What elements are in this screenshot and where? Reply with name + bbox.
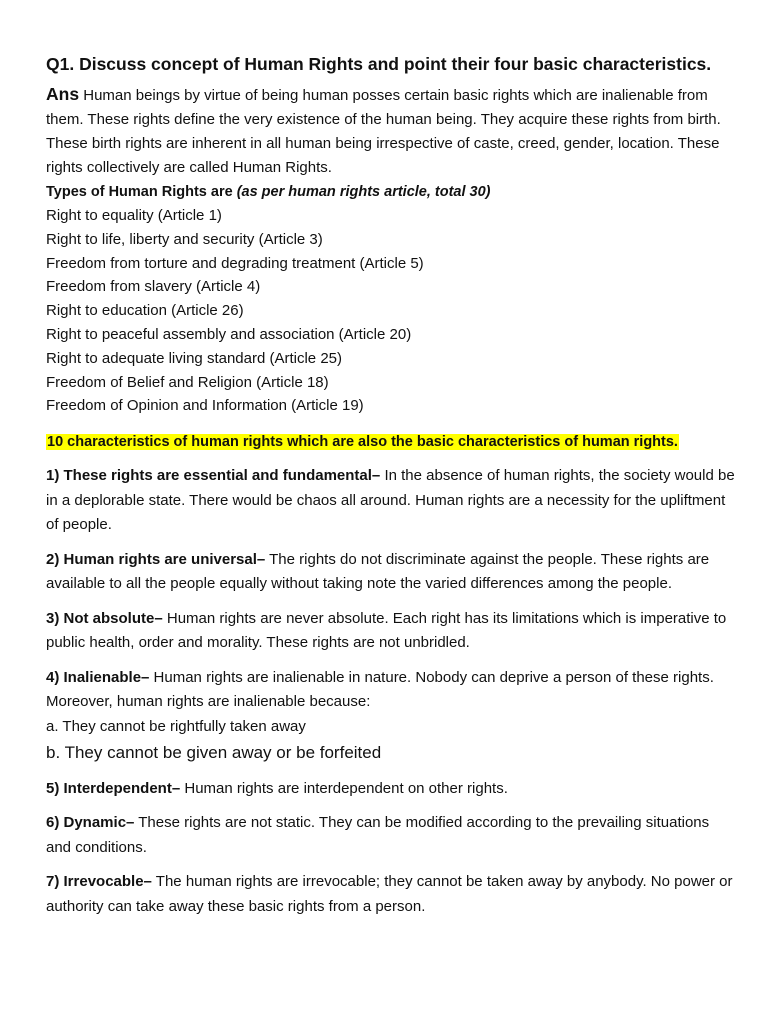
characteristic-text: Human rights are interdependent on other rights.: [180, 779, 508, 797]
characteristic-1: [46, 464, 736, 538]
characteristic-5: [46, 777, 736, 802]
characteristic-text: In the absence of human rights, the society would be in a deplorable state. There would be chaos all around. Human rights are a necessity for the upliftment of people.: [46, 467, 735, 534]
list-item: Right to adequate living standard (Article 25): [46, 349, 343, 367]
rights-list: [46, 204, 736, 418]
inalienable-reason-a: a. They cannot be rightfully taken away: [46, 717, 306, 735]
characteristic-2: [46, 548, 736, 597]
characteristic-title: 4) Inalienable–: [46, 668, 150, 686]
characteristic-text: The rights do not discriminate against the people. These rights are available to all the people equally without taking note the varied differences among the people.: [46, 550, 710, 593]
characteristic-text: Human rights are inalienable in nature. Nobody can deprive a person of these rights. Moreover, human rights are inalienable because:: [46, 668, 714, 711]
list-item: Freedom from torture and degrading treatment (Article 5): [46, 254, 424, 272]
document-content: [46, 52, 736, 919]
list-item: Freedom of Opinion and Information (Article 19): [46, 397, 364, 415]
list-item: Freedom of Belief and Religion (Article 18): [46, 373, 329, 391]
characteristic-title: 1) These rights are essential and fundamental–: [46, 467, 381, 485]
characteristic-6: [46, 811, 736, 860]
list-item: Right to life, liberty and security (Article 3): [46, 230, 323, 248]
characteristic-7: [46, 870, 736, 919]
types-heading: [46, 180, 736, 204]
characteristic-title: 7) Irrevocable–: [46, 873, 152, 891]
characteristic-4: [46, 666, 736, 715]
answer-label: Ans: [46, 84, 80, 104]
characteristic-title: 3) Not absolute–: [46, 609, 163, 627]
characteristic-title: 5) Interdependent–: [46, 779, 181, 797]
inalienable-reason-b: b. They cannot be given away or be forfeited: [46, 742, 382, 762]
characteristic-text: Human rights are never absolute. Each right has its limitations which is imperative to public health, order and morality. These rights are not unbridled.: [46, 609, 727, 652]
list-item: Right to equality (Article 1): [46, 207, 222, 224]
highlighted-text: 10 characteristics of human rights which are also the basic characteristics of human rights.: [47, 434, 678, 451]
list-item: Right to peaceful assembly and association (Article 20): [46, 325, 412, 343]
characteristics-heading: [46, 430, 736, 454]
types-heading-note: (as per human rights article, total 30): [236, 184, 491, 200]
characteristic-title: 2) Human rights are universal–: [46, 550, 266, 568]
characteristic-title: 6) Dynamic–: [46, 814, 135, 832]
list-item: Freedom from slavery (Article 4): [46, 278, 261, 296]
question-heading: Q1. Discuss concept of Human Rights and point their four basic characteristics.: [46, 54, 712, 74]
types-heading-text: Types of Human Rights are: [46, 184, 237, 200]
characteristic-text: These rights are not static. They can be modified according to the prevailing situations and conditions.: [46, 814, 710, 856]
answer-paragraph: [46, 82, 736, 180]
answer-text: Human beings by virtue of being human posses certain basic rights which are inalienable from them. These rights define the very existence of the human being. They acquire these rights from birth. These birth rights are inherent in all human being irrespective of caste, creed, gender, location. These rights collectively are called Human Rights.: [46, 87, 721, 176]
list-item: Right to education (Article 26): [46, 302, 244, 320]
characteristic-3: [46, 607, 736, 656]
characteristic-text: The human rights are irrevocable; they cannot be taken away by anybody. No power or authority can take away these basic rights from a person.: [46, 873, 733, 915]
